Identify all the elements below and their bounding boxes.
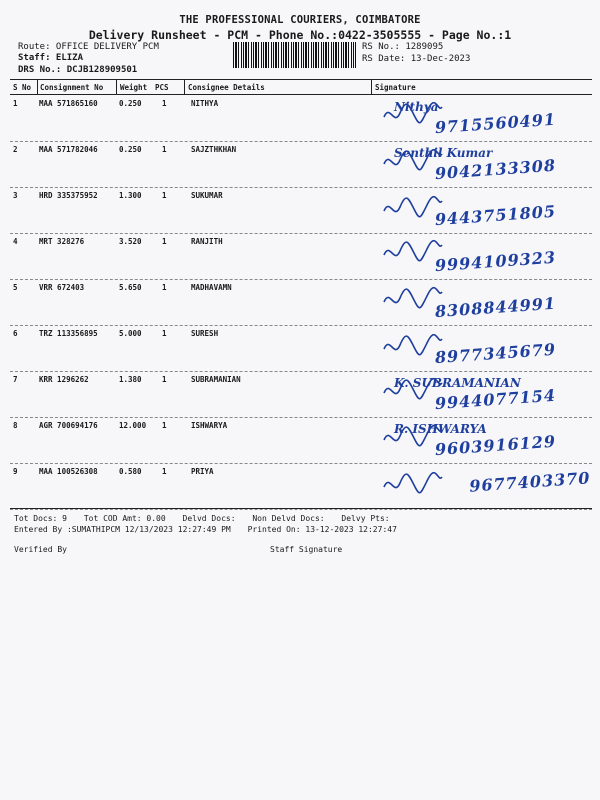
col-head-sno: S No xyxy=(13,83,32,92)
col-divider xyxy=(184,79,185,94)
table-row xyxy=(10,141,592,188)
entered-by: Entered By :SUMATHIPCM 12/13/2023 12:27:49 PM xyxy=(14,525,231,534)
pcs-cell: 1 xyxy=(162,283,167,292)
table-top-rule xyxy=(10,79,592,80)
signature-handwriting xyxy=(380,235,595,277)
signature-name: Nithya xyxy=(394,100,439,114)
non-delvd-docs: Non Delvd Docs: xyxy=(252,514,325,523)
weight-cell: 0.250 xyxy=(119,99,142,108)
signature-handwriting xyxy=(380,143,595,185)
col-head-pcs: PCS xyxy=(155,83,169,92)
table-row xyxy=(10,463,592,510)
staff: Staff: ELIZA xyxy=(18,53,84,63)
signature-phone: 9677403370 xyxy=(468,468,592,496)
pcs-cell: 1 xyxy=(162,145,167,154)
signature-handwriting xyxy=(380,373,595,415)
sno-cell: 2 xyxy=(13,145,18,154)
weight-cell: 5.000 xyxy=(119,329,142,338)
consignment-cell: MRT 328276 xyxy=(39,237,85,246)
printed-on: Printed On: 13-12-2023 12:27:47 xyxy=(247,525,397,534)
consignee-cell: NITHYA xyxy=(191,99,219,108)
signature-scribble xyxy=(384,288,442,308)
pcs-cell: 1 xyxy=(162,467,167,476)
consignee-cell: MADHAVAMN xyxy=(191,283,232,292)
signature-handwriting xyxy=(380,327,595,369)
signature-handwriting xyxy=(380,189,595,231)
pcs-cell: 1 xyxy=(162,329,167,338)
table-row xyxy=(10,371,592,418)
table-bottom-rule xyxy=(10,508,592,509)
consignee-cell: SAJZTHKHAN xyxy=(191,145,237,154)
weight-cell: 1.300 xyxy=(119,191,142,200)
sno-cell: 7 xyxy=(13,375,18,384)
consignee-cell: ISHWARYA xyxy=(191,421,228,430)
table-row xyxy=(10,187,592,234)
col-head-signature: Signature xyxy=(375,83,416,92)
signature-scribble xyxy=(384,197,442,217)
consignment-cell: MAA 571782046 xyxy=(39,145,98,154)
staff-signature: Staff Signature xyxy=(270,545,343,554)
sno-cell: 3 xyxy=(13,191,18,200)
signature-phone: 8308844991 xyxy=(434,293,557,322)
weight-cell: 12.000 xyxy=(119,421,147,430)
tot-cod: Tot COD Amt: 0.00 xyxy=(83,514,166,523)
signature-scribble xyxy=(384,473,442,493)
col-divider xyxy=(37,79,38,94)
verified-by: Verified By xyxy=(14,545,67,554)
col-head-consignment: Consignment No xyxy=(40,83,104,92)
sno-cell: 4 xyxy=(13,237,18,246)
tot-docs: Tot Docs: 9 xyxy=(14,514,67,523)
signature-phone: 8977345679 xyxy=(434,339,557,368)
signature-name: K. SUBRAMANIAN xyxy=(394,376,521,390)
consignee-cell: PRIYA xyxy=(191,467,214,476)
consignment-cell: HRD 335375952 xyxy=(39,191,98,200)
rs-date: RS Date: 13-Dec-2023 xyxy=(362,54,471,64)
consignment-cell: MAA 100526308 xyxy=(39,467,98,476)
consignment-cell: MAA 571865160 xyxy=(39,99,98,108)
signature-phone: 9042133308 xyxy=(434,155,557,184)
delvd-docs: Delvd Docs: xyxy=(182,514,236,523)
signature-phone: 9603916129 xyxy=(434,431,557,460)
pcs-cell: 1 xyxy=(162,99,167,108)
signature-scribble xyxy=(384,335,442,355)
signature-phone: 9994109323 xyxy=(434,247,557,276)
consignment-cell: AGR 700694176 xyxy=(39,421,98,430)
sno-cell: 8 xyxy=(13,421,18,430)
weight-cell: 3.520 xyxy=(119,237,142,246)
weight-cell: 1.380 xyxy=(119,375,142,384)
pcs-cell: 1 xyxy=(162,421,167,430)
consignee-cell: SUBRAMANIAN xyxy=(191,375,241,384)
table-row xyxy=(10,417,592,464)
company-name: THE PROFESSIONAL COURIERS, COIMBATORE xyxy=(179,14,421,26)
col-divider xyxy=(116,79,117,94)
signature-phone: 9944077154 xyxy=(434,385,557,414)
signature-name: Senthil Kumar xyxy=(394,146,493,160)
consignment-cell: TRZ 113356895 xyxy=(39,329,98,338)
table-row xyxy=(10,233,592,280)
runsheet-subtitle: Delivery Runsheet - PCM - Phone No.:0422-3505555 - Page No.:1 xyxy=(88,28,512,42)
signature-scribble xyxy=(384,241,442,261)
weight-cell: 5.650 xyxy=(119,283,142,292)
pcs-cell: 1 xyxy=(162,375,167,384)
weight-cell: 0.250 xyxy=(119,145,142,154)
pcs-cell: 1 xyxy=(162,191,167,200)
consignee-cell: RANJITH xyxy=(191,237,223,246)
table-row xyxy=(10,95,592,142)
table-row xyxy=(10,279,592,326)
totals-line xyxy=(14,514,402,523)
sno-cell: 9 xyxy=(13,467,18,476)
delvy-pts: Delvy Pts: xyxy=(341,514,390,523)
sno-cell: 6 xyxy=(13,329,18,338)
col-head-consignee: Consignee Details xyxy=(188,83,265,92)
consignment-cell: VRR 672403 xyxy=(39,283,85,292)
signature-handwriting xyxy=(380,465,595,507)
sno-cell: 1 xyxy=(13,99,18,108)
consignment-cell: KRR 1296262 xyxy=(39,375,89,384)
signature-handwriting xyxy=(380,281,595,323)
entry-line xyxy=(14,525,409,534)
weight-cell: 0.580 xyxy=(119,467,142,476)
rs-number: RS No.: 1289095 xyxy=(362,42,444,52)
route: Route: OFFICE DELIVERY PCM xyxy=(18,42,159,52)
col-divider xyxy=(371,79,372,94)
signature-handwriting xyxy=(380,97,595,139)
col-head-weight: Weight xyxy=(120,83,148,92)
table-row xyxy=(10,325,592,372)
signature-phone: 9443751805 xyxy=(434,201,557,230)
signature-name: R. ISHWARYA xyxy=(394,422,487,436)
signature-handwriting xyxy=(380,419,595,461)
signature-phone: 9715560491 xyxy=(434,109,557,138)
drs-number: DRS No.: DCJB128909501 xyxy=(18,65,138,75)
sno-cell: 5 xyxy=(13,283,18,292)
consignee-cell: SUKUMAR xyxy=(191,191,223,200)
consignee-cell: SURESH xyxy=(191,329,219,338)
barcode-image xyxy=(233,42,356,68)
pcs-cell: 1 xyxy=(162,237,167,246)
